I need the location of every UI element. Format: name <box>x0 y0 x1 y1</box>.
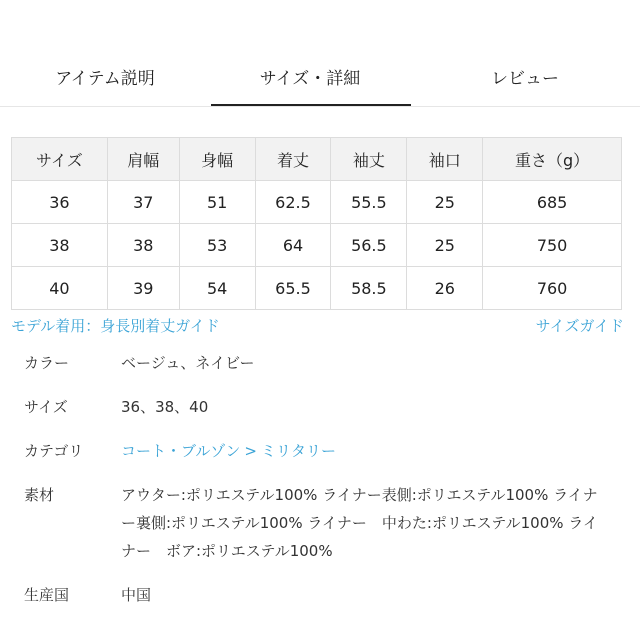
header-weight: 重さ（g） <box>483 138 622 181</box>
category-separator: > <box>244 442 257 460</box>
header-length: 着丈 <box>255 138 331 181</box>
origin-label: 生産国 <box>24 586 70 604</box>
cell-shoulder: 38 <box>107 224 179 267</box>
material-text-line: ー裏側:ポリエステル100% ライナー 中わた:ポリエステル100% ライ <box>121 514 598 532</box>
size-label: サイズ <box>24 398 68 416</box>
table-row <box>12 224 622 267</box>
category-breadcrumb <box>121 440 336 461</box>
cell-body-width: 54 <box>179 267 255 310</box>
cell-sleeve-length: 58.5 <box>331 267 407 310</box>
model-length-guide-link[interactable]: モデル着用：身長別着丈ガイド <box>11 317 220 335</box>
category-military-link[interactable]: ミリタリー <box>260 442 336 460</box>
color-label: カラー <box>24 354 70 372</box>
header-sleeve-length: 袖丈 <box>331 138 407 181</box>
cell-shoulder: 37 <box>107 181 179 224</box>
tab-size-details[interactable]: サイズ・詳細 <box>259 69 361 89</box>
cell-body-width: 51 <box>179 181 255 224</box>
cell-cuff: 25 <box>407 181 483 224</box>
cell-size: 38 <box>12 224 108 267</box>
material-text-line: アウター:ポリエステル100% ライナー表側:ポリエステル100% ライナ <box>121 486 598 504</box>
size-table <box>11 137 622 310</box>
cell-sleeve-length: 56.5 <box>331 224 407 267</box>
size-guide-link[interactable]: サイズガイド <box>535 317 624 335</box>
material-text-line: ナー ボア:ポリエステル100% <box>121 542 333 560</box>
table-header-row <box>12 138 622 181</box>
cell-size: 36 <box>12 181 108 224</box>
cell-shoulder: 39 <box>107 267 179 310</box>
table-row <box>12 181 622 224</box>
cell-cuff: 26 <box>407 267 483 310</box>
tab-bar <box>0 0 640 107</box>
cell-length: 62.5 <box>255 181 331 224</box>
color-value: ベージュ、ネイビー <box>121 354 255 372</box>
cell-weight: 750 <box>483 224 622 267</box>
header-cuff: 袖口 <box>407 138 483 181</box>
category-label: カテゴリ <box>24 442 84 460</box>
cell-sleeve-length: 55.5 <box>331 181 407 224</box>
cell-cuff: 25 <box>407 224 483 267</box>
cell-length: 65.5 <box>255 267 331 310</box>
cell-size: 40 <box>12 267 108 310</box>
table-row <box>12 267 622 310</box>
material-label: 素材 <box>24 486 55 504</box>
header-body-width: 身幅 <box>179 138 255 181</box>
header-shoulder: 肩幅 <box>107 138 179 181</box>
active-tab-indicator <box>211 104 411 106</box>
tab-reviews[interactable]: レビュー <box>491 69 559 89</box>
cell-body-width: 53 <box>179 224 255 267</box>
cell-length: 64 <box>255 224 331 267</box>
tab-item-description[interactable]: アイテム説明 <box>55 69 155 89</box>
origin-value: 中国 <box>121 586 152 604</box>
category-coat-link[interactable]: コート・ブルゾン <box>121 442 241 460</box>
cell-weight: 685 <box>483 181 622 224</box>
cell-weight: 760 <box>483 267 622 310</box>
header-size: サイズ <box>12 138 108 181</box>
size-value: 36、38、40 <box>121 398 209 416</box>
